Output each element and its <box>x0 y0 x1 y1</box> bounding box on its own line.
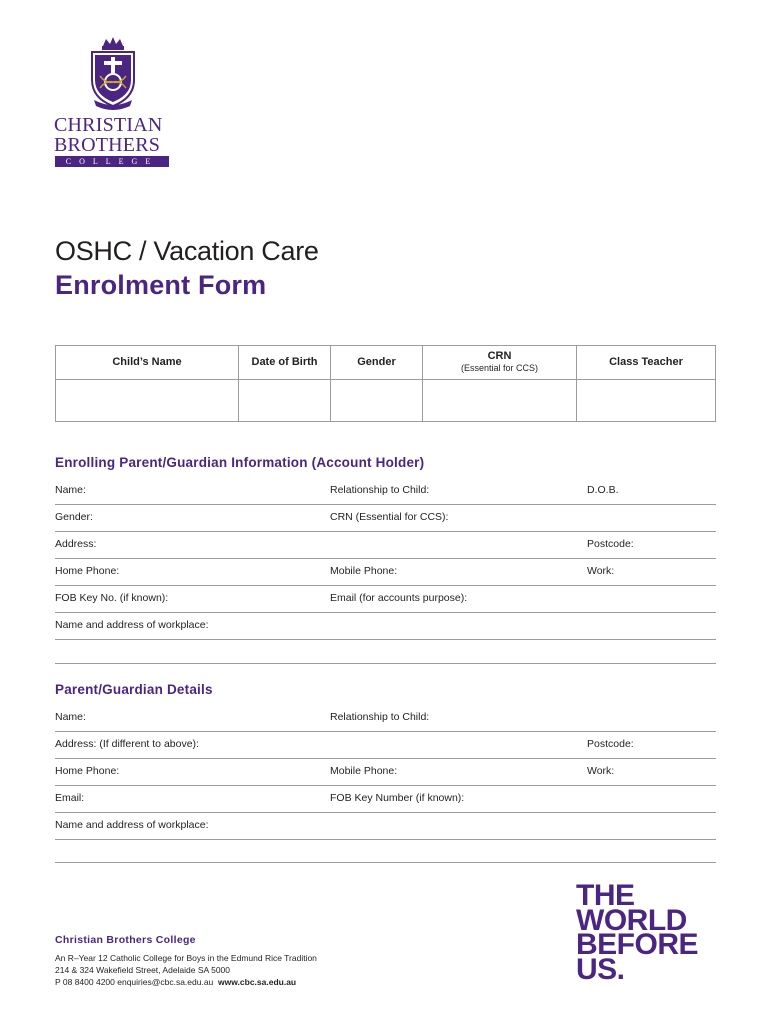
field-row[interactable] <box>55 759 716 786</box>
slogan-line: US. <box>576 952 625 986</box>
field-row[interactable] <box>55 478 716 505</box>
label-fob-key: FOB Key No. (if known): <box>55 592 169 604</box>
label-postcode: Postcode: <box>587 738 634 750</box>
slogan-line: THE <box>576 879 635 912</box>
field-row[interactable] <box>55 505 716 532</box>
college-logo <box>52 36 176 172</box>
workplace-blank-line[interactable] <box>55 862 716 863</box>
workplace-blank-line[interactable] <box>55 663 716 664</box>
label-relationship-to-child: Relationship to Child: <box>330 484 430 496</box>
label-address: Address: <box>55 538 97 550</box>
slogan-line: WORLD <box>576 903 687 937</box>
crn-cell[interactable] <box>423 380 577 421</box>
header-date-of-birth: Date of Birth <box>239 346 331 380</box>
field-row[interactable] <box>55 786 716 813</box>
label-workplace: Name and address of workplace: <box>55 619 209 631</box>
logo-text-line3: COLLEGE <box>55 156 169 167</box>
label-email-accounts: Email (for accounts purpose): <box>330 592 468 604</box>
label-fob-key-number: FOB Key Number (if known): <box>330 792 465 804</box>
section-heading-account-holder: Enrolling Parent/Guardian Information (Account Holder) <box>55 455 425 470</box>
header-crn: CRN (Essential for CCS) <box>423 346 577 380</box>
logo-text-line2: BROTHERS <box>54 134 161 156</box>
label-home-phone: Home Phone: <box>55 765 120 777</box>
label-workplace: Name and address of workplace: <box>55 819 209 831</box>
label-home-phone: Home Phone: <box>55 565 120 577</box>
label-mobile-phone: Mobile Phone: <box>330 765 398 777</box>
label-name: Name: <box>55 484 86 496</box>
footer-website-link[interactable]: www.cbc.sa.edu.au <box>218 977 297 987</box>
label-mobile-phone: Mobile Phone: <box>330 565 398 577</box>
section-heading-guardian-details: Parent/Guardian Details <box>55 682 213 697</box>
label-dob: D.O.B. <box>587 484 619 496</box>
field-row[interactable] <box>55 559 716 586</box>
label-name: Name: <box>55 711 86 723</box>
label-postcode: Postcode: <box>587 538 634 550</box>
footer-contact <box>55 934 385 988</box>
footer-contact-line <box>55 976 385 988</box>
field-row[interactable] <box>55 732 716 759</box>
logo-text-line1: CHRISTIAN <box>54 114 163 136</box>
field-row[interactable] <box>55 532 716 559</box>
field-row[interactable] <box>55 705 716 732</box>
footer-address: 214 & 324 Wakefield Street, Adelaide SA 5000 <box>55 965 231 975</box>
gender-cell[interactable] <box>331 380 423 421</box>
child-details-table <box>55 345 716 422</box>
label-relationship-to-child: Relationship to Child: <box>330 711 430 723</box>
header-class-teacher: Class Teacher <box>577 346 715 380</box>
childs-name-cell[interactable] <box>56 380 239 421</box>
footer-college-name: Christian Brothers College <box>55 934 196 946</box>
label-gender: Gender: <box>55 511 93 523</box>
label-work: Work: <box>587 565 615 577</box>
label-work: Work: <box>587 765 615 777</box>
footer-phone-email: P 08 8400 4200 enquiries@cbc.sa.edu.au <box>55 977 214 987</box>
field-row[interactable] <box>55 586 716 613</box>
form-title: OSHC / Vacation Care <box>55 236 319 266</box>
school-crest-icon <box>88 36 138 110</box>
field-row[interactable] <box>55 613 716 640</box>
label-email: Email: <box>55 792 85 804</box>
slogan <box>576 879 726 986</box>
label-crn: CRN (Essential for CCS): <box>330 511 449 523</box>
label-address: Address: (If different to above): <box>55 738 199 750</box>
field-row[interactable] <box>55 813 716 840</box>
header-gender: Gender <box>331 346 423 380</box>
form-subtitle: Enrolment Form <box>55 270 267 300</box>
slogan-line: BEFORE <box>576 928 699 961</box>
date-of-birth-cell[interactable] <box>239 380 331 421</box>
header-childs-name: Child’s Name <box>56 346 239 380</box>
class-teacher-cell[interactable] <box>577 380 715 421</box>
footer-tagline: An R–Year 12 Catholic College for Boys in the Edmund Rice Tradition <box>55 953 317 963</box>
